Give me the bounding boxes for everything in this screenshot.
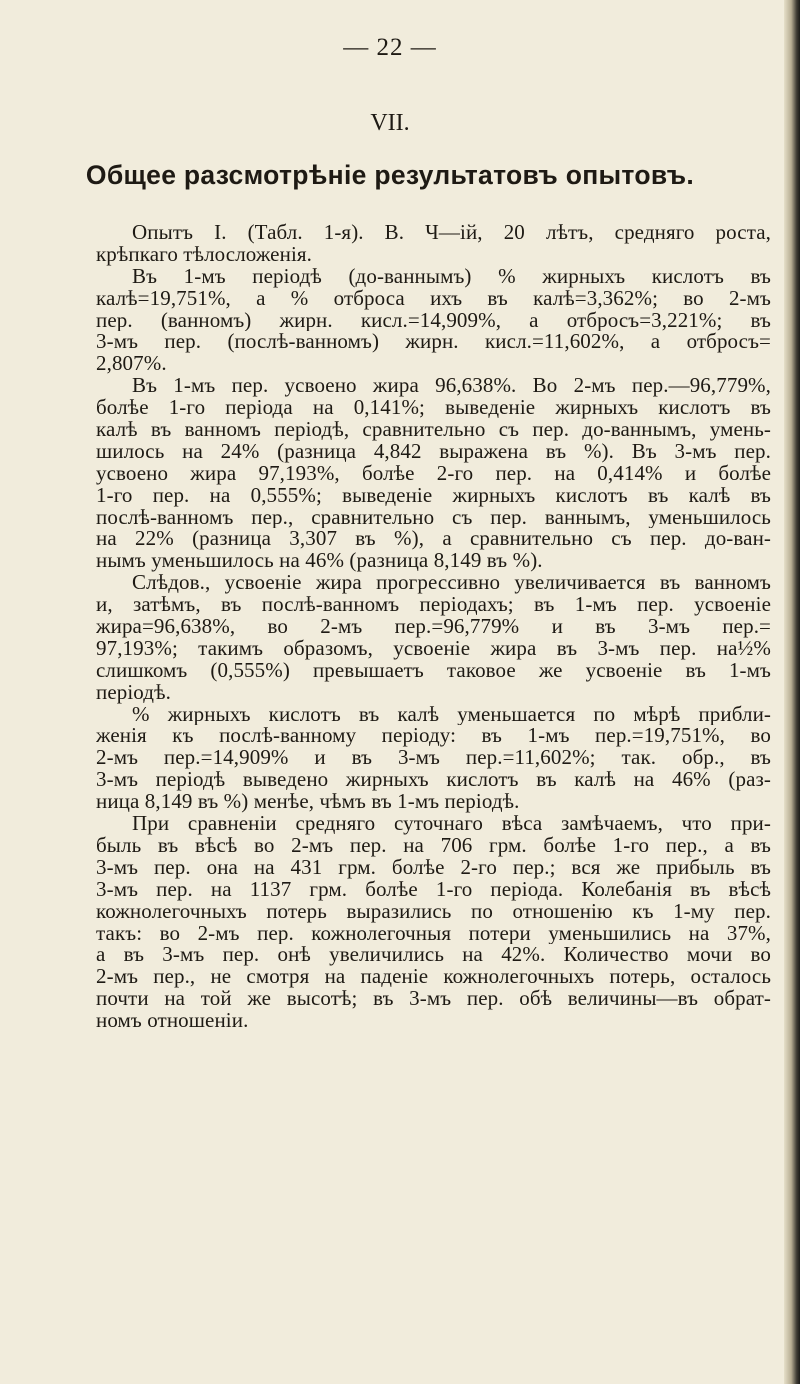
text-line: шилось на 24% (разница 4,842 выражена въ %). Въ 3-мъ пер.	[96, 440, 771, 463]
text-line: 2-мъ пер., не смотря на паденіе кожнолегочныхъ потерь, осталось	[96, 966, 771, 989]
text-line: слишкомъ (0,555%) превышаетъ таковое же усвоеніе въ 1-мъ	[96, 659, 771, 682]
text-line: кожнолегочныхъ потерь выразились по отношенію къ 1-му пер.	[96, 900, 771, 923]
text-line: крѣпкаго тѣлосложенія.	[96, 243, 312, 266]
text-line: болѣе 1-го періода на 0,141%; выведеніе жирныхъ кислотъ въ	[96, 397, 771, 420]
text-line: 2,807%.	[96, 353, 167, 376]
text-line: пер. (ванномъ) жирн. кисл.=14,909%, а отбросъ=3,221%; въ	[96, 309, 771, 332]
text-line: 3-мъ пер. на 1137 грм. болѣе 1-го періода. Колебанія въ вѣсѣ	[96, 878, 771, 901]
page-title: Общее разсмотрѣніе результатовъ опытовъ.	[85, 160, 695, 190]
text-line: послѣ-ванномъ пер., сравнительно съ пер. ваннымъ, уменьшилось	[96, 506, 771, 529]
text-line: такъ: во 2-мъ пер. кожнолегочныя потери уменьшились на 37%,	[96, 922, 771, 945]
text-line: калѣ въ ванномъ періодѣ, сравнительно съ пер. до-ваннымъ, умень-	[96, 419, 771, 441]
text-line: 1-го пер. на 0,555%; выведеніе жирныхъ кислотъ въ калѣ въ	[96, 484, 771, 507]
text-line: жира=96,638%, во 2-мъ пер.=96,779% и въ 3-мъ пер.=	[96, 616, 771, 638]
text-line: Въ 1-мъ пер. усвоено жира 96,638%. Во 2-мъ пер.—96,779%,	[132, 375, 771, 398]
text-line: 3-мъ періодѣ выведено жирныхъ кислотъ въ калѣ на 46% (раз-	[96, 769, 771, 792]
text-line: ница 8,149 въ %) менѣе, чѣмъ въ 1-мъ періодѣ.	[96, 791, 520, 814]
text-line: Слѣдов., усвоеніе жира прогрессивно увеличивается въ ванномъ	[132, 572, 771, 595]
text-line: 3-мъ пер. она на 431 грм. болѣе 2-го пер.; вся же прибыль въ	[96, 856, 771, 879]
chapter-number: VII.	[370, 110, 410, 136]
text-line: а въ 3-мъ пер. онѣ увеличились на 42%. Количество мочи во	[96, 944, 771, 967]
text-line: калѣ=19,751%, а % отброса ихъ въ калѣ=3,362%; во 2-мъ	[96, 287, 771, 310]
text-line: Въ 1-мъ періодѣ (до-ваннымъ) % жирныхъ кислотъ въ	[132, 265, 771, 288]
text-line: женія къ послѣ-ванному періоду: въ 1-мъ пер.=19,751%, во	[96, 725, 771, 748]
text-line: нымъ уменьшилось на 46% (разница 8,149 въ %).	[96, 550, 543, 573]
text-line: % жирныхъ кислотъ въ калѣ уменьшается по мѣрѣ прибли-	[132, 703, 771, 726]
text-line: на 22% (разница 3,307 въ %), а сравнительно съ пер. до-ван-	[96, 528, 771, 551]
text-line: періодѣ.	[96, 681, 171, 704]
text-line: и, затѣмъ, въ послѣ-ванномъ періодахъ; въ 1-мъ пер. усвоеніе	[96, 594, 771, 617]
body-text	[96, 222, 771, 1032]
text-line: 2-мъ пер.=14,909% и въ 3-мъ пер.=11,602%; так. обр., въ	[96, 747, 771, 770]
text-line: 3-мъ пер. (послѣ-ванномъ) жирн. кисл.=11,602%, а отбросъ=	[96, 331, 771, 354]
text-line: усвоено жира 97,193%, болѣе 2-го пер. на 0,414% и болѣе	[96, 462, 771, 485]
page-edge	[784, 0, 800, 1384]
text-line: номъ отношеніи.	[96, 1010, 249, 1032]
text-line: быль въ вѣсѣ во 2-мъ пер. на 706 грм. болѣе 1-го пер., а въ	[96, 834, 771, 857]
text-line: почти на той же высотѣ; въ 3-мъ пер. обѣ величины—въ обрат-	[96, 988, 771, 1011]
text-line: При сравненіи средняго суточнаго вѣса замѣчаемъ, что при-	[132, 813, 771, 835]
page-number: — 22 —	[343, 34, 437, 61]
text-line: 97,193%; такимъ образомъ, усвоеніе жира въ 3-мъ пер. на½%	[96, 637, 771, 660]
text-line: Опытъ I. (Табл. 1-я). В. Ч—ій, 20 лѣтъ, средняго роста,	[132, 222, 771, 244]
